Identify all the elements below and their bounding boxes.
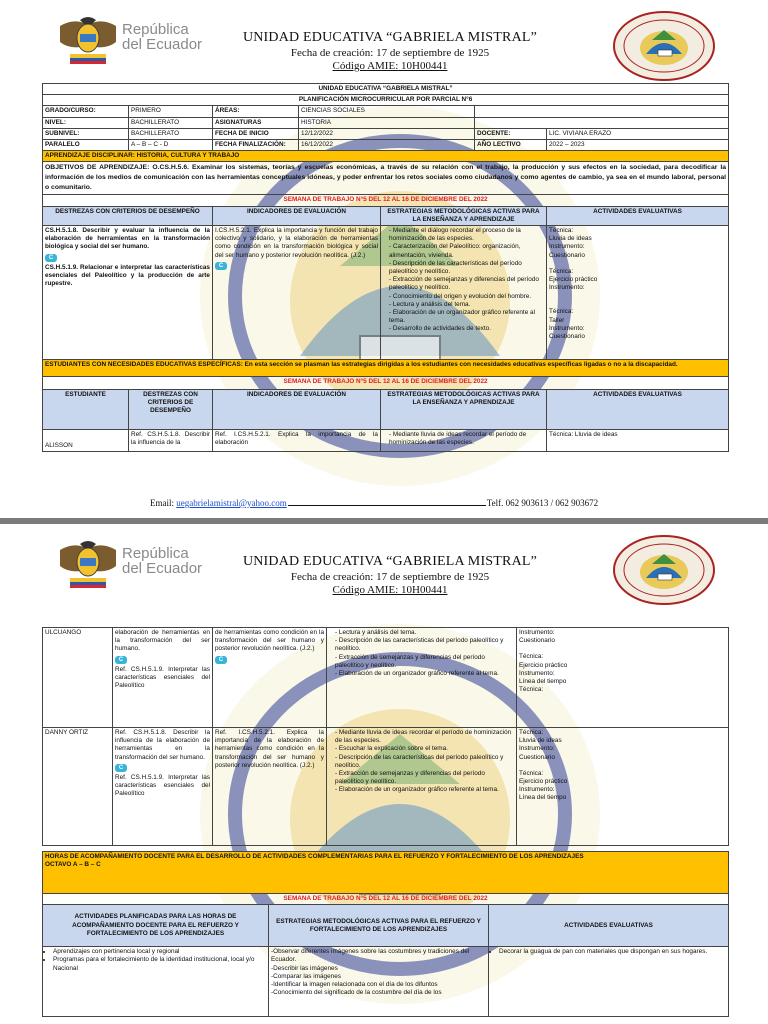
fecha-fin-label: FECHA FINALIZACIÓN: [213,140,299,151]
list-item: • Decorar la guagua de pan con materiales que dispongan en sus hogares. [499,948,726,956]
institution-row: UNIDAD EDUCATIVA “GABRIELA MISTRAL” [43,84,729,95]
student-name: DANNY ORTIZ [43,728,113,846]
fecha-inicio-value: 12/12/2022 [299,128,475,139]
document-page-2 [0,524,768,1024]
header-actividades-evaluativas: ACTIVIDADES EVALUATIVAS [489,905,729,947]
destreza-ref: Ref. CS.H.5.1.9. Interpretar las características esenciales del Paleolítico [115,773,210,798]
fecha-fin-value: 16/12/2022 [299,140,475,151]
page-header [0,0,768,82]
estrategias-cell [327,628,517,728]
amie-code: Código AMIE: 10H00441 [332,60,448,72]
nee-table-continued [42,627,729,846]
ecuador-coat-of-arms-icon [56,540,120,588]
republica-logo-text: República del Ecuador [122,545,203,577]
actividad-line: Línea del tiempo [519,794,567,802]
republica-ecuador-logo [56,540,216,588]
actividades-cell [517,628,729,728]
email-link[interactable]: uegabrielamistral@yahoo.com [176,498,287,508]
actividad-line: Ejercicio práctico [549,276,598,284]
actividad-line: Cuestionario [549,251,585,259]
horas-acompanamiento [43,852,729,894]
header-destrezas: DESTREZAS CON CRITERIOS DE DESEMPEÑO [43,206,213,225]
destrezas-cell [113,628,213,728]
actividad-ref: Técnica: Lluvia de ideas [547,430,729,452]
paralelo-value: A – B – C - D [129,140,213,151]
octavo-label: OCTAVO A – B – C [45,861,101,869]
asignaturas-value: HISTORIA [299,117,475,128]
list-item: - Elaboración de un organizador gráfico referente al tema. [335,670,514,678]
badge-icon: C [115,764,127,772]
asignaturas-label: ASIGNATURAS [213,117,299,128]
actividades-evaluativas-cell [489,947,729,1017]
list-item: - Descripción de las características del período paleolítico y neolítico. [335,637,514,653]
indicador-ref: Ref. I.CS.H.5.2.1. Explica la importancia de la elaboración [213,430,381,452]
list-item: - Mediante el diálogo recordar el proceso de la hominización de las especies. [389,227,544,243]
school-seal-icon [612,10,716,82]
list-item: - Escuchar la explicación sobre el tema. [335,745,514,753]
header-estrategias: ESTRATEGIAS METODOLÓGICAS ACTIVAS PARA EL REFUERZO Y FORTALECIMIENTO DE LOS APRENDIZAJES [269,905,489,947]
objetivos-aprendizaje: OBJETIVOS DE APRENDIZAJE: O.CS.H.5.6. Examinar los sistemas, teorías y escuelas económicas, a través de su relación con el trabajo, la producción y sus efectos en la sociedad, para decodificar la información de los medios de comunicación con las herramientas conceptuales idóneas, y poder enfrentar los retos sociales como ciudadanos y como agentes de cambio, ya sea en el mundo laboral, personal o comunitario. [43,162,729,195]
indicador-cell [213,226,381,360]
nivel-label: NIVEL: [43,117,129,128]
republica-ecuador-logo [56,16,216,64]
email-label: Email: [150,498,177,508]
grado-value: PRIMERO [129,106,213,117]
semana-trabajo: SEMANA DE TRABAJO N°5 DEL 12 AL 16 DE DICIEMBRE DEL 2022 [43,894,729,905]
subnivel-value: BACHILLERATO [129,128,213,139]
indicador-cell [213,728,327,846]
header-indicadores: INDICADORES DE EVALUACIÓN [213,390,381,430]
actividad-line: Técnica: [519,769,544,777]
list-item: - Extracción de semejanzas y diferencias del período paleolítico y neolítico. [335,770,514,786]
actividad-line: Instrumento: [519,629,555,636]
list-item: - Descripción de las características del período paleolítico y neolítico. [335,754,514,770]
republica-logo-text: República del Ecuador [122,21,203,53]
docente-value: LIC. VIVIANA ERAZO [547,128,729,139]
plan-title: PLANIFICACIÓN MICROCURRICULAR POR PARCIAL N°6 [43,95,729,106]
destreza-ref: elaboración de herramientas en la transformación del ser humano. [115,629,210,653]
list-item: -Identificar la imagen relacionada con el día de los difuntos [271,981,438,989]
ano-lectivo-value: 2022 – 2023 [547,140,729,151]
destreza-ref: Ref. CS.H.5.1.8. Describir la influencia de la [129,430,213,452]
list-item: - Extracción de semejanzas y diferencias del período paleolítico y neolítico. [335,654,514,670]
actividad-line: Ejercicio práctico [519,778,568,786]
actividad-line: Ejercicio práctico [519,661,568,669]
actividad-line: Instrumento: [549,243,585,251]
actividad-line: Línea del tiempo [519,678,567,686]
semana-trabajo: SEMANA DE TRABAJO N°5 DEL 12 AL 16 DE DICIEMBRE DEL 2022 [43,195,729,206]
destreza-1: CS.H.5.1.8. Describir y evaluar la influencia de la elaboración de herramientas en la transformación biológica y social del ser humano. [45,227,210,251]
paralelo-label: PARALELO [43,140,129,151]
founding-date: Fecha de creación: 17 de septiembre de 1925 [290,47,490,59]
list-item: -Observar diferentes imágenes sobre las costumbres y tradiciones del Ecuador. [271,948,470,964]
actividades-cell [517,728,729,846]
empty-cell [475,117,729,128]
header-indicadores: INDICADORES DE EVALUACIÓN [213,206,381,225]
destreza-ref: Ref. CS.H.5.1.8. Describir la influencia de la elaboración de herramientas en la transformación del ser humano. [115,729,210,761]
school-seal-icon [612,534,716,606]
actividad-line: Técnica: [519,729,544,736]
actividades-cell [547,226,729,360]
list-item: -Conocimiento del significado de la costumbre del día de los [271,989,442,997]
indicador-ref: Ref. I.CS.H.5.2.1. Explica la importancia de la elaboración de herramientas como condición en la transformación del ser humano y posterior revolución neolítica. (J.2.) [215,729,324,769]
estrategia-ref [381,430,547,452]
empty-cell [475,106,729,117]
ano-lectivo-label: AÑO LECTIVO [475,140,547,151]
actividad-line: Lluvia de ideas [549,235,592,243]
fecha-inicio-label: FECHA DE INICIO [213,128,299,139]
header-destrezas: DESTREZAS CON CRITERIOS DE DESEMPEÑO [129,390,213,430]
list-item: - Extracción de semejanzas y diferencias del período paleolítico y neolítico. [389,276,544,292]
subnivel-label: SUBNIVEL: [43,128,129,139]
header-actividades: ACTIVIDADES EVALUATIVAS [547,390,729,430]
acompanamiento-table [42,851,729,1017]
actividad-line: Técnica: [519,653,544,661]
estrategias-cell [327,728,517,846]
aprendizaje-disciplinar: APRENDIZAJE DISCIPLINAR: HISTORIA, CULTURA Y TRABAJO [43,151,729,162]
badge-icon: C [215,262,227,270]
grado-label: GRADO/CURSO: [43,106,129,117]
phone-text: Telf. 062 903613 / 062 903672 [486,498,599,508]
footer-line [288,505,486,506]
actividad-line: Cuestionario [519,637,555,645]
list-item: - Elaboración de un organizador gráfico referente al tema. [335,786,514,794]
amie-code: Código AMIE: 10H00441 [332,584,448,596]
indicador-text: I.CS.H.5.2.1. Explica la importancia y función del trabajo colectivo y solidario, y la elaboración de herramientas como condición en la transformación biológica y social del ser humano y posterior revolución neolítica. (J.2.) [215,227,378,259]
badge-icon: C [115,656,127,664]
actividad-line: Técnica: [549,227,574,235]
actividad-line: Instrumento: [519,669,555,677]
list-item: • Programas para el fortalecimiento de la identidad institucional, local y/o Nacional [53,956,266,972]
actividad-line: Instrumento: [519,745,555,753]
header-estudiante: ESTUDIANTE [43,390,129,430]
actividad-line: Taller [549,316,565,324]
actividad-line: Instrumento: [549,324,585,332]
list-item: - Mediante lluvia de ideas recordar el período de hominización de las especies. [335,729,514,745]
docente-label: DOCENTE: [475,128,547,139]
areas-value: CIENCIAS SOCIALES [299,106,475,117]
list-item: - Caracterización del Paleolítico: organización, alimentación, vivienda. [389,243,544,259]
indicador-ref: de herramientas como condición en la transformación del ser humano y posterior revolución neolítica. (J.2.) [215,629,324,653]
list-item: - Lectura y análisis del tema. [389,301,544,309]
ecuador-coat-of-arms-icon [56,16,120,64]
nivel-value: BACHILLERATO [129,117,213,128]
list-item: - Desarrollo de actividades de texto. [389,325,544,333]
destreza-2: CS.H.5.1.9. Relacionar e interpretar las características esenciales del Paleolítico y la producción de arte rupestre. [45,263,210,288]
student-name: ULCUANGO [43,628,113,728]
header-estrategias: ESTRATEGIAS METODOLÓGICAS ACTIVAS PARA LA ENSEÑANZA Y APRENDIZAJE [381,206,547,225]
list-item: • Aprendizajes con pertinencia local y regional [53,948,266,956]
list-item: - Descripción de las características del período paleolítico y neolítico. [389,260,544,276]
planning-table [42,83,729,452]
estrategias-cell [381,226,547,360]
horas-title: HORAS DE ACOMPAÑAMIENTO DOCENTE PARA EL DESARROLLO DE ACTIVIDADES COMPLEMENTARIAS PARA EL REFUERZO Y FORTALECIMIENTO DE LOS APRENDIZAJES [45,853,584,860]
destrezas-cell [43,226,213,360]
actividad-line: Instrumento: [549,284,585,292]
badge-icon: C [215,656,227,664]
badge-icon: C [45,254,57,262]
list-item: - Elaboración de un organizador gráfico referente al tema. [389,309,544,325]
nee-section: ESTUDIANTES CON NECESIDADES EDUCATIVAS ESPECÍFICAS: En esta sección se plasman las estrategias dirigidas a los estudiantes con necesidades educativas específicas ligadas o no a la discapacidad. [43,360,729,377]
student-name: ALISSON [43,430,129,452]
school-name: UNIDAD EDUCATIVA “GABRIELA MISTRAL” [242,554,538,569]
actividad-line: Cuestionario [549,333,585,341]
header-actividades: ACTIVIDADES EVALUATIVAS [547,206,729,225]
header-actividades-planificadas: ACTIVIDADES PLANIFICADAS PARA LAS HORAS DE ACOMPAÑAMIENTO DOCENTE PARA EL REFUERZO Y FORTALECIMIENTO DE LOS APRENDIZAJES [43,905,269,947]
list-item: - Mediante lluvia de ideas recordar el período de hominización de las especies. [389,431,544,447]
destreza-ref: Ref. CS.H.5.1.9. Interpretar las características esenciales del Paleolítico [115,665,210,690]
actividad-line: Cuestionario [519,753,555,761]
founding-date: Fecha de creación: 17 de septiembre de 1925 [290,571,490,583]
actividad-line: Técnica: [549,308,574,316]
actividad-line: Técnica: [549,267,574,275]
estrategias-list [383,227,544,334]
actividad-line: Lluvia de ideas [519,737,562,745]
semana-trabajo-nee: SEMANA DE TRABAJO N°5 DEL 12 AL 16 DE DICIEMBRE DEL 2022 [43,377,729,390]
actividad-line: Técnica: [519,686,544,694]
page-header [0,524,768,606]
list-item: -Describir las imágenes [271,964,338,972]
list-item: - Lectura y análisis del tema. [335,629,514,637]
destrezas-cell [113,728,213,846]
school-name: UNIDAD EDUCATIVA “GABRIELA MISTRAL” [242,30,538,45]
indicador-cell [213,628,327,728]
page-footer [150,498,630,508]
areas-label: ÁREAS: [213,106,299,117]
list-item: -Comparar las imágenes [271,972,341,980]
actividades-planificadas-cell [43,947,269,1017]
estrategias-cell [269,947,489,1017]
header-estrategias: ESTRATEGIAS METODOLÓGICAS ACTIVAS PARA LA ENSEÑANZA Y APRENDIZAJE [381,390,547,430]
list-item: - Conocimiento del origen y evolución del hombre. [389,293,544,301]
actividad-line: Instrumento: [519,786,555,794]
